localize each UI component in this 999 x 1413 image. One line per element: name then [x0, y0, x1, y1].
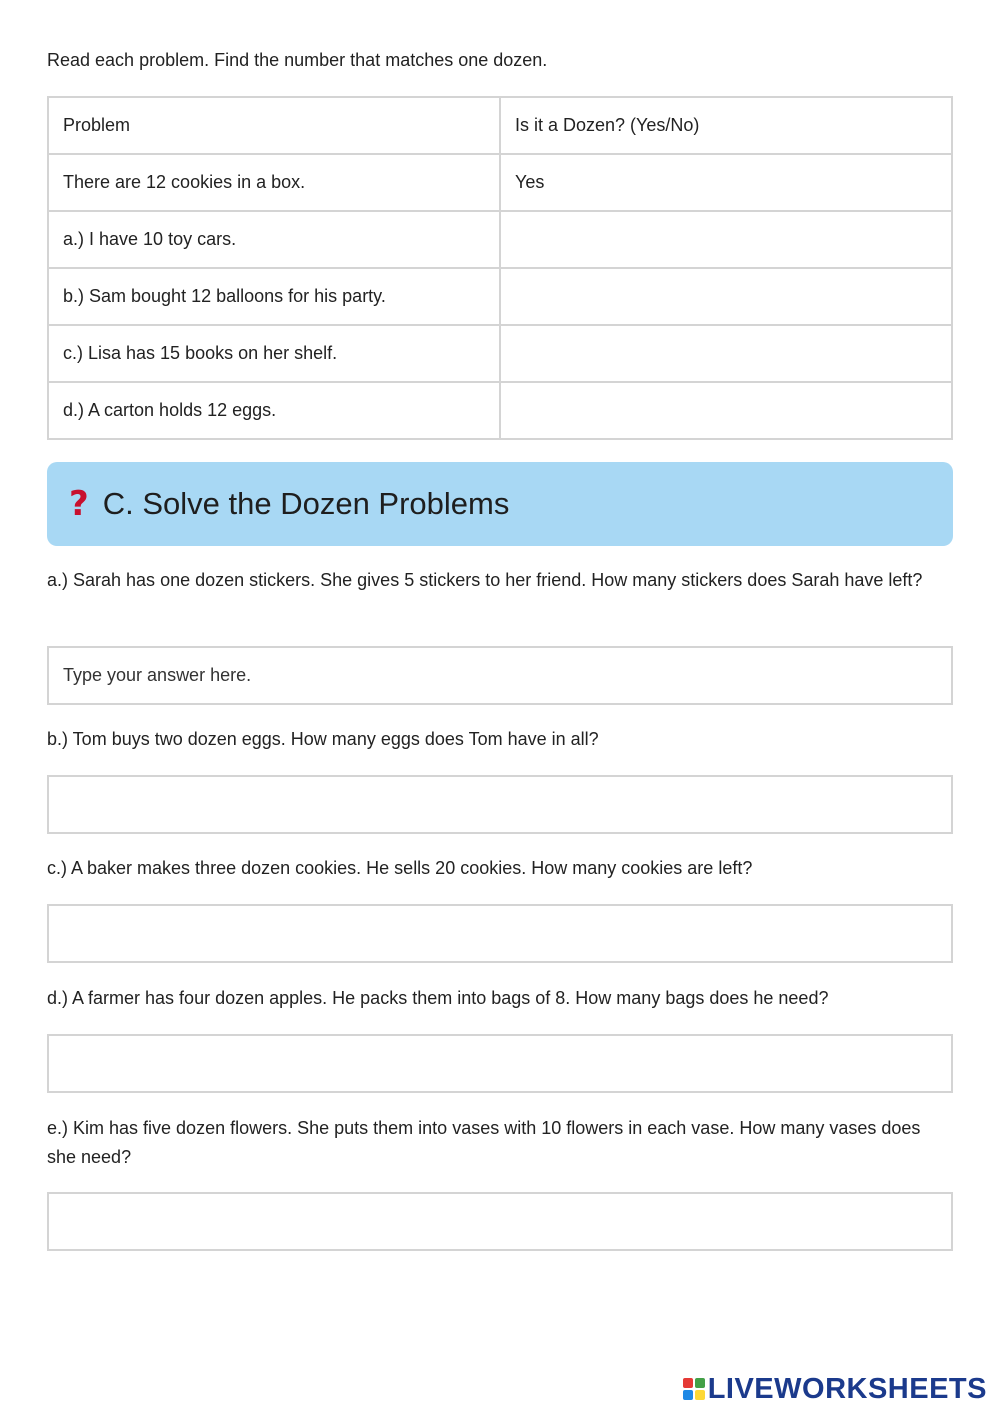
table-row	[48, 211, 952, 268]
question-d: d.) A farmer has four dozen apples. He packs them into bags of 8. How many bags does he need?	[47, 988, 829, 1008]
answer-box-b[interactable]	[47, 775, 953, 834]
answer-input-cell[interactable]	[500, 325, 952, 382]
logo-square-icon	[695, 1390, 705, 1400]
question-c: c.) A baker makes three dozen cookies. He sells 20 cookies. How many cookies are left?	[47, 858, 753, 878]
section-banner	[47, 462, 953, 546]
question-a: a.) Sarah has one dozen stickers. She gives 5 stickers to her friend. How many stickers does Sarah have left?	[47, 570, 923, 590]
logo-icon	[683, 1378, 705, 1400]
answer-box-a[interactable]: Type your answer here.	[47, 646, 953, 705]
table-row	[48, 154, 952, 211]
problem-cell: c.) Lisa has 15 books on her shelf.	[48, 325, 500, 382]
question-e: e.) Kim has five dozen flowers. She puts them into vases with 10 flowers in each vase. How many vases does she need?	[47, 1118, 921, 1167]
answer-cell: Yes	[500, 154, 952, 211]
table-row	[48, 325, 952, 382]
problem-cell: b.) Sam bought 12 balloons for his party.	[48, 268, 500, 325]
logo-square-icon	[683, 1378, 693, 1388]
problem-cell: d.) A carton holds 12 eggs.	[48, 382, 500, 439]
answer-input-cell[interactable]	[500, 382, 952, 439]
dozen-table	[47, 96, 953, 440]
header-is-dozen: Is it a Dozen? (Yes/No)	[500, 97, 952, 154]
logo-square-icon	[683, 1390, 693, 1400]
liveworksheets-logo	[683, 1373, 987, 1405]
problem-cell: There are 12 cookies in a box.	[48, 154, 500, 211]
brand-name: LIVEWORKSHEETS	[707, 1372, 987, 1405]
problem-cell: a.) I have 10 toy cars.	[48, 211, 500, 268]
logo-square-icon	[695, 1378, 705, 1388]
answer-input-cell[interactable]	[500, 211, 952, 268]
table-row	[48, 382, 952, 439]
answer-box-e[interactable]	[47, 1192, 953, 1251]
table-row	[48, 268, 952, 325]
question-b: b.) Tom buys two dozen eggs. How many eggs does Tom have in all?	[47, 729, 599, 749]
header-problem: Problem	[48, 97, 500, 154]
question-mark-icon: ?	[69, 484, 89, 524]
answer-box-d[interactable]	[47, 1034, 953, 1093]
table-header-row	[48, 97, 952, 154]
answer-input-cell[interactable]	[500, 268, 952, 325]
answer-box-c[interactable]	[47, 904, 953, 963]
section-title: C. Solve the Dozen Problems	[102, 486, 510, 521]
instructions-text: Read each problem. Find the number that matches one dozen.	[47, 50, 548, 70]
